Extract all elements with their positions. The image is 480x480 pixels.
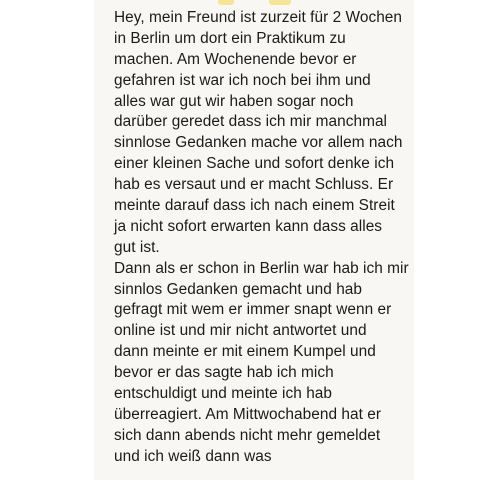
note-line: bevor er das sagte hab ich mich — [114, 364, 334, 382]
note-line: hab es versaut und er macht Schluss. Er — [114, 176, 394, 194]
toolbar-icon[interactable] — [269, 0, 291, 5]
note-line: überreagiert. Am Mittwochabend hat er — [114, 405, 382, 423]
note-line: gefahren ist war ich noch bei ihm und — [114, 71, 371, 89]
note-line: einer kleinen Sache und sofort denke ich — [114, 155, 395, 173]
note-line: und ich weiß dann was — [114, 447, 272, 465]
toolbar-icon[interactable] — [218, 0, 234, 5]
note-line: alles war gut wir haben sogar noch — [114, 92, 354, 110]
note-line: sich dann abends nicht mehr gemeldet — [114, 426, 381, 444]
note-line: online ist und mir nicht antwortet und — [114, 322, 367, 340]
note-line: dann meinte er mit einem Kumpel und — [114, 343, 376, 361]
note-line: Hey, mein Freund ist zurzeit für 2 Wochen — [114, 9, 403, 26]
note-line: in Berlin um dort ein Praktikum zu — [114, 29, 346, 47]
note-line: machen. Am Wochenende bevor er — [114, 50, 357, 68]
note-line: gut ist. — [114, 238, 160, 256]
note-line: darüber geredet dass ich mir manchmal — [114, 113, 388, 131]
note-line: Dann als er schon in Berlin war hab ich mir — [114, 259, 409, 277]
note-line: sinnlos Gedanken gemacht und hab — [114, 280, 363, 298]
note-line: entschuldigt und meinte ich hab — [114, 385, 333, 403]
note-line: sinnlose Gedanken mache vor allem nach — [114, 134, 403, 152]
note-line: ja nicht sofort erwarten kann dass alles — [114, 217, 383, 235]
note-line: gefragt mit wem er immer snapt wenn er — [114, 301, 392, 319]
note-text[interactable] — [114, 8, 414, 468]
note-line: meinte darauf dass ich nach einem Streit — [114, 197, 395, 215]
